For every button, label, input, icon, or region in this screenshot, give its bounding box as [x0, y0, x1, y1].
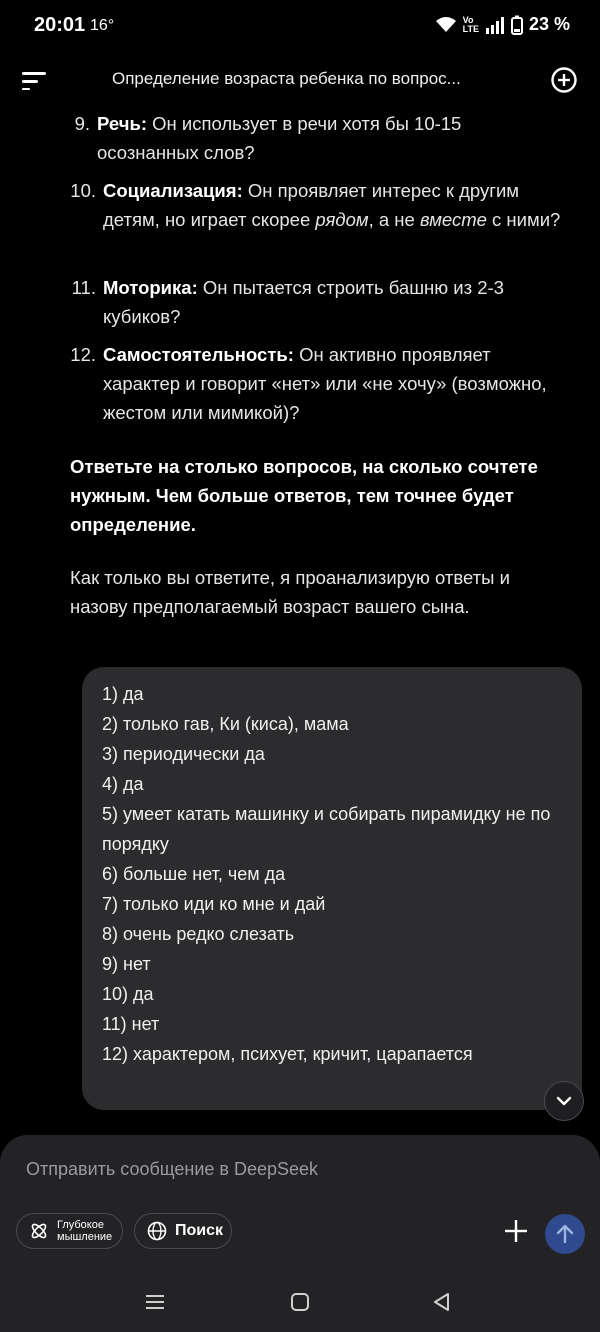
- question-text: [103, 176, 563, 234]
- volte-icon: Vo LTE: [462, 14, 479, 34]
- back-icon[interactable]: [430, 1290, 454, 1314]
- system-icons: [435, 14, 570, 35]
- new-chat-icon[interactable]: [550, 66, 578, 94]
- system-nav-bar: [0, 1270, 600, 1332]
- answer-line: 9) нет: [102, 954, 151, 974]
- question-body: Он проявляет интерес к другим детям, но играет скорее: [103, 180, 520, 230]
- question-text: [103, 273, 563, 331]
- answer-line: 12) характером, психует, кричит, царапается: [102, 1044, 473, 1064]
- question-label: Речь:: [97, 113, 147, 134]
- answer-line: 7) только иди ко мне и дай: [102, 894, 326, 914]
- deep-think-toggle[interactable]: [16, 1213, 123, 1249]
- answer-line: 8) очень редко слезать: [102, 924, 295, 944]
- answer-line: 2) только гав, Ки (киса), мама: [102, 714, 349, 734]
- answer-line: 5) умеет катать машинку и собирать пирамидку не по порядку: [102, 804, 551, 854]
- question-text: [103, 340, 563, 427]
- question-body: Он активно проявляет характер и говорит «нет» или «не хочу» (возможно, жестом или мимикой)?: [103, 344, 547, 423]
- signal-icon: [485, 16, 505, 34]
- question-number: 9.: [74, 113, 90, 134]
- send-button[interactable]: [545, 1214, 585, 1254]
- answer-line: 4) да: [102, 774, 144, 794]
- question-label: Самостоятельность:: [103, 344, 294, 365]
- search-label: Поиск: [175, 1222, 224, 1239]
- question-number: 10.: [70, 180, 96, 201]
- answer-line: 6) больше нет, чем да: [102, 864, 286, 884]
- chat-title[interactable]: Определение возраста ребенка по вопрос...: [112, 69, 461, 88]
- question-body: с ними?: [486, 209, 561, 230]
- wifi-icon: [435, 16, 457, 34]
- question-body: Он пытается строить башню из 2-3 кубиков?: [103, 277, 504, 327]
- menu-icon[interactable]: [22, 70, 48, 90]
- question-body: Он использует в речи хотя бы 10-15 осознанных слов?: [97, 113, 462, 163]
- user-answers: [102, 679, 572, 1069]
- globe-icon: [147, 1221, 167, 1241]
- question-label: Моторика:: [103, 277, 198, 298]
- question-body: , а не: [368, 209, 420, 230]
- battery-percent: 23 %: [528, 14, 570, 34]
- answer-line: 10) да: [102, 984, 154, 1004]
- closing-text: Как только вы ответите, я проанализирую ответы и назову предполагаемый возраст вашего сына.: [70, 567, 510, 617]
- recent-apps-icon[interactable]: [143, 1290, 167, 1314]
- battery-icon: [511, 15, 523, 35]
- arrow-up-icon: [556, 1224, 574, 1244]
- chevron-down-icon: [556, 1096, 572, 1106]
- status-temperature: 16°: [90, 17, 115, 34]
- status-bar: [0, 0, 600, 54]
- home-icon[interactable]: [288, 1290, 312, 1314]
- status-time: 20:01: [34, 14, 86, 36]
- attach-button[interactable]: [500, 1213, 532, 1249]
- answer-line: 1) да: [102, 684, 144, 704]
- question-number: 11.: [71, 277, 96, 298]
- bold-instruction: Ответьте на столько вопросов, на сколько сочтете нужным. Чем больше ответов, тем точнее будет определение.: [70, 456, 538, 535]
- answer-line: 11) нет: [102, 1014, 160, 1034]
- scroll-down-button[interactable]: [544, 1081, 584, 1121]
- search-toggle[interactable]: [134, 1213, 232, 1249]
- atom-icon: [29, 1221, 49, 1241]
- question-number: 12.: [70, 344, 96, 365]
- plus-icon: [504, 1219, 528, 1243]
- question-text: [97, 109, 557, 167]
- deep-think-label: [57, 1219, 112, 1243]
- app-bar: [0, 54, 600, 106]
- message-input[interactable]: Отправить сообщение в DeepSeek: [26, 1159, 319, 1179]
- deep-think-label-line: мышление: [57, 1231, 113, 1243]
- emphasis-text: вместе: [419, 209, 487, 230]
- user-message-bubble[interactable]: [82, 667, 582, 1110]
- deep-think-label-line: Глубокое: [57, 1219, 104, 1231]
- question-label: Социализация:: [103, 180, 243, 201]
- emphasis-text: рядом: [315, 209, 369, 230]
- answer-line: 3) периодически да: [102, 744, 265, 764]
